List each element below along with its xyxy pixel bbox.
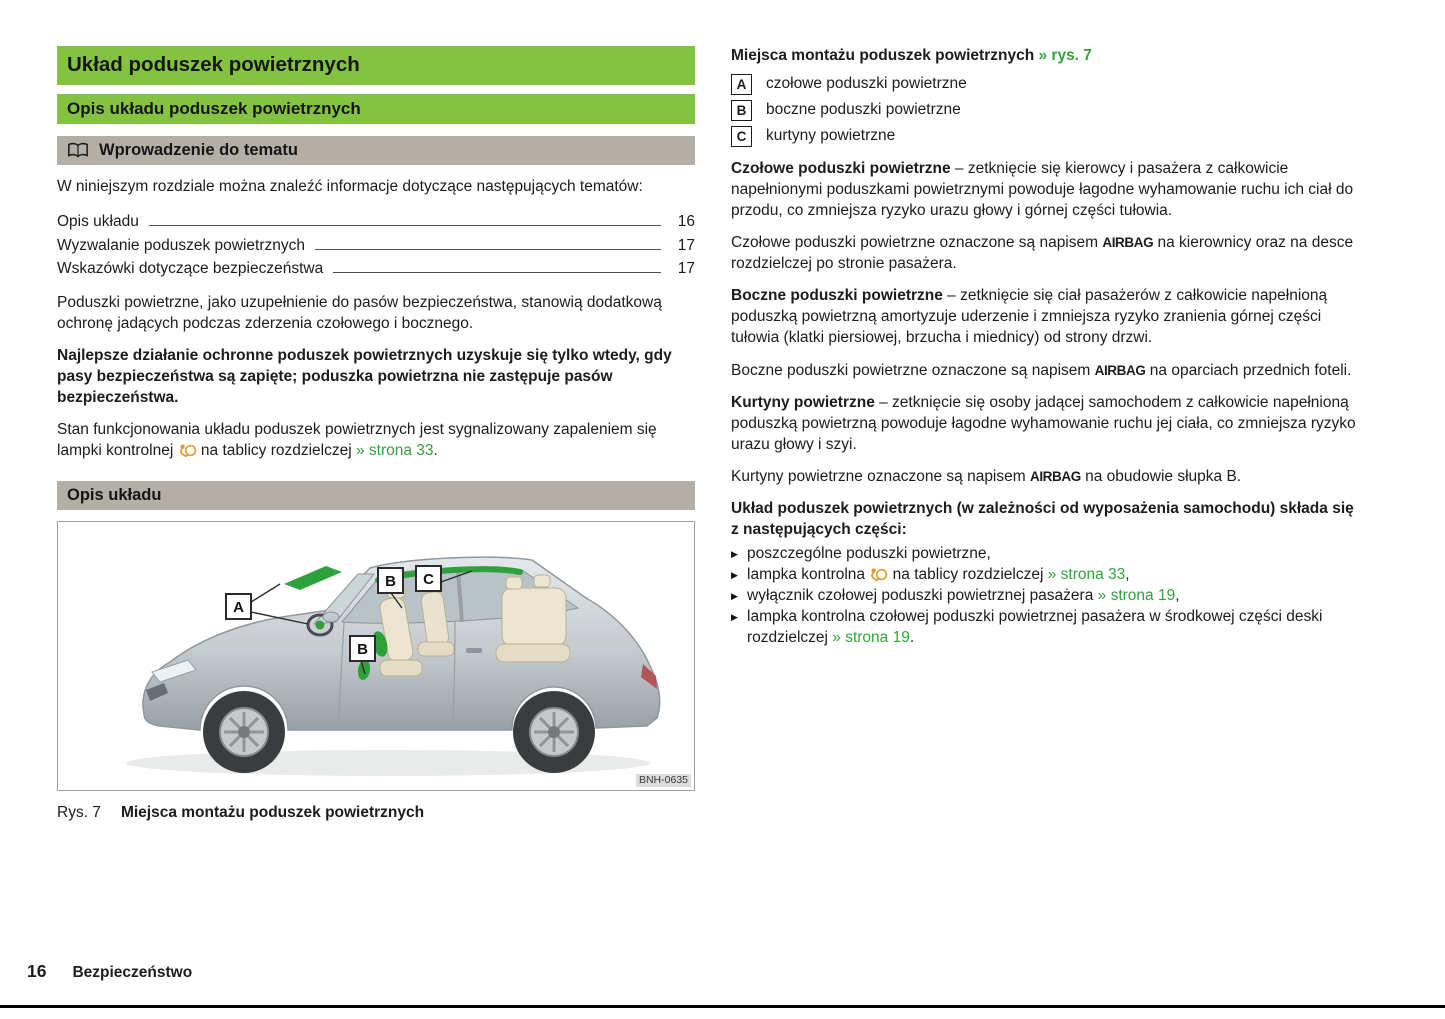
airbag-label-text: AIRBAG <box>1029 468 1081 484</box>
airbag-legend <box>731 74 1362 147</box>
paragraph-rest: – zetknięcie się ciał pasażerów z całkowicie napełnioną poduszką powietrzną amortyzuje uderzenie i zmniejsza ryzyko zranienia górnej części tułowia (klatki piersiowej, brzucha i miednicy) od strony drzwi. <box>731 287 1328 347</box>
opis-ukladu-bar <box>57 481 695 510</box>
list-item-text: , <box>1175 587 1180 605</box>
car-illustration <box>58 522 694 788</box>
paragraph-status-end: . <box>433 442 438 460</box>
paragraph-lead: Kurtyny powietrzne <box>731 393 875 411</box>
paragraph-rest: – zetknięcie się kierowcy i pasażera z całkowicie napełnionymi poduszkami powietrznymi powoduje łagodne wyhamowanie ruchu ich ciał do przodu, co zmniejsza ryzyko urazu głowy i górnej części tułowia. <box>731 159 1354 220</box>
intro-topic-bar <box>57 136 695 165</box>
bullet-icon: ▶ <box>731 590 738 601</box>
list-item-text: lampka kontrolna czołowej poduszki powietrznej pasażera w środkowej części deski rozdzielczej <box>747 608 1323 647</box>
right-column <box>731 46 1362 648</box>
list-item <box>731 564 1362 585</box>
opis-ukladu-label: Opis układu <box>67 486 162 505</box>
toc-label: Wyzwalanie poduszek powietrznych <box>57 236 305 254</box>
airbag-label-text: AIRBAG <box>1102 235 1154 251</box>
legend-text: kurtyny powietrzne <box>766 127 896 145</box>
list-item-text: . <box>909 629 915 647</box>
legend-key-c: C <box>731 126 752 147</box>
legend-key-a: A <box>731 74 752 95</box>
toc-leader-line <box>149 225 661 226</box>
paragraph-status <box>57 419 695 461</box>
legend-row <box>731 126 1362 147</box>
paragraph-side-airbag-label <box>731 360 1362 381</box>
right-heading-text: Miejsca montażu poduszek powietrznych <box>731 47 1039 64</box>
list-item <box>731 606 1362 648</box>
paragraph-side-airbags <box>731 285 1362 348</box>
toc-leader-line <box>333 272 661 273</box>
right-heading <box>731 46 1362 67</box>
list-item <box>731 543 1362 564</box>
paragraph-status-pre: Stan funkcjonowania układu poduszek powietrznych jest sygnalizowany zapaleniem się lampki kontrolnej <box>57 421 657 460</box>
page-reference-link[interactable]: » strona 33 <box>355 442 434 460</box>
paragraph-post: na oparciach przednich foteli. <box>1145 361 1352 379</box>
bullet-icon: ▶ <box>731 548 738 559</box>
airbag-label-text: AIRBAG <box>1094 362 1146 378</box>
page-footer <box>27 961 192 982</box>
paragraph-front-airbag-label <box>731 232 1362 274</box>
paragraph-pre: Kurtyny powietrzne oznaczone są napisem <box>731 467 1030 485</box>
toc-row <box>57 257 695 281</box>
legend-text: boczne poduszki powietrzne <box>766 101 961 119</box>
toc-page-number: 17 <box>677 236 695 254</box>
toc-leader-line <box>315 249 661 250</box>
toc-page-number: 17 <box>677 260 695 278</box>
legend-row <box>731 74 1362 95</box>
paragraph-rest: – zetknięcie się osoby jadącej samochodem z całkowicie napełnioną poduszką powietrzną powoduje łagodne wyhamowanie ruchu jej ciała, co zmniejsza ryzyko urazu głowy i szyi. <box>731 393 1356 453</box>
page-reference-link[interactable]: » strona 33 <box>1047 566 1126 584</box>
open-book-icon <box>67 142 89 159</box>
components-list <box>731 543 1362 648</box>
chapter-title-bar <box>57 46 695 85</box>
page-reference-link[interactable]: » strona 19 <box>832 629 910 647</box>
page-number: 16 <box>27 961 47 981</box>
paragraph-pre: Boczne poduszki powietrzne oznaczone są napisem <box>731 361 1095 379</box>
footer-rule <box>0 1005 1445 1008</box>
paragraph-pre: Czołowe poduszki powietrzne oznaczone są napisem <box>731 234 1103 252</box>
airbag-warning-icon <box>869 566 888 583</box>
paragraph-post: na kierownicy oraz na desce rozdzielczej po stronie pasażera. <box>731 234 1354 273</box>
list-item-text: wyłącznik czołowej poduszki powietrznej pasażera <box>747 587 1098 605</box>
paragraph-best-protection: Najlepsze działanie ochronne poduszek powietrznych uzyskuje się tylko wtedy, gdy pasy bezpieczeństwa są zapięte; poduszka powietrzna nie zastępuje pasów bezpieczeństwa. <box>57 346 672 407</box>
intro-paragraph: W niniejszym rozdziale można znaleźć informacje dotyczące następujących tematów: <box>57 178 643 195</box>
left-column <box>57 46 695 822</box>
airbag-warning-icon <box>178 442 197 459</box>
figure-label-c: C <box>423 571 434 589</box>
paragraph-curtain-airbags <box>731 392 1362 455</box>
airbag-locations-figure <box>57 521 695 791</box>
paragraph-supplement: Poduszki powietrzne, jako uzupełnienie do pasów bezpieczeństwa, stanowią dodatkową ochronę jadących podczas zderzenia czołowego i bocznego. <box>57 293 662 332</box>
section-title: Opis układu poduszek powietrznych <box>67 99 361 118</box>
bullet-icon: ▶ <box>731 611 738 622</box>
bullet-icon: ▶ <box>731 569 738 580</box>
toc-label: Wskazówki dotyczące bezpieczeństwa <box>57 260 324 278</box>
figure-label-b-seat: B <box>357 641 368 659</box>
legend-row <box>731 100 1362 121</box>
paragraph-lead: Czołowe poduszki powietrzne <box>731 159 951 177</box>
components-heading: Układ poduszek powietrznych (w zależności od wyposażenia samochodu) składa się z następujących części: <box>731 499 1354 539</box>
list-item-text: poszczególne poduszki powietrzne, <box>747 545 991 563</box>
list-item-text: lampka kontrolna <box>747 566 870 584</box>
footer-section-title: Bezpieczeństwo <box>72 964 193 981</box>
list-item-text: na tablicy rozdzielczej <box>888 566 1048 584</box>
page-reference-link[interactable]: » strona 19 <box>1097 587 1176 605</box>
figure-label-a: A <box>233 599 244 617</box>
figure-caption-text: Miejsca montażu poduszek powietrznych <box>120 804 425 822</box>
legend-key-b: B <box>731 100 752 121</box>
chapter-title: Układ poduszek powietrznych <box>67 53 360 76</box>
section-title-bar <box>57 94 695 124</box>
toc-row <box>57 234 695 258</box>
paragraph-status-mid: na tablicy rozdzielczej <box>196 442 356 460</box>
figure-label-b-top: B <box>385 573 396 591</box>
legend-text: czołowe poduszki powietrzne <box>766 75 967 93</box>
list-item <box>731 585 1362 606</box>
figure-caption-number: Rys. 7 <box>57 804 101 822</box>
figure-caption <box>57 804 695 822</box>
toc-row <box>57 210 695 234</box>
paragraph-post: na obudowie słupka B. <box>1080 467 1242 485</box>
mini-toc <box>57 210 695 281</box>
paragraph-lead: Boczne poduszki powietrzne <box>731 287 943 305</box>
list-item-text: , <box>1125 566 1130 584</box>
paragraph-curtain-airbag-label <box>731 466 1362 487</box>
intro-topic-label: Wprowadzenie do tematu <box>99 141 298 159</box>
paragraph-front-airbags <box>731 158 1362 221</box>
toc-page-number: 16 <box>677 213 695 231</box>
toc-label: Opis układu <box>57 213 139 231</box>
figure-reference-link[interactable]: » rys. 7 <box>1038 47 1092 64</box>
figure-code: BNH-0635 <box>636 774 691 788</box>
